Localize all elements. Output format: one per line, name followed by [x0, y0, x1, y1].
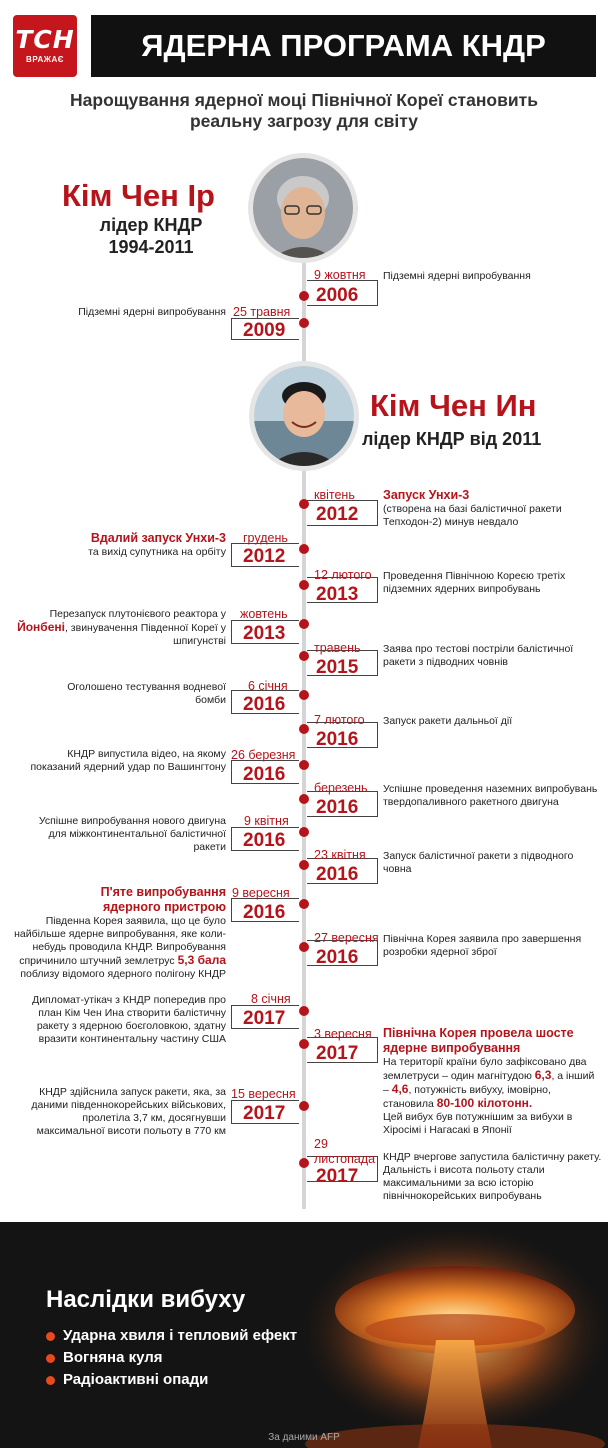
leader2-role: лідер КНДР від 2011 [362, 429, 542, 449]
event-year: 2009 [243, 320, 286, 341]
event-headline: Вдалий запуск Унхи-3 [90, 531, 226, 545]
leader1-role-text: лідер КНДР [99, 215, 203, 235]
timeline-dot [299, 899, 309, 909]
event-year: 2016 [243, 830, 286, 851]
event-text-a: Південна Корея заявила, що це було найбільше ядерне випробування, яке коли-небудь проводила КНДР. Випробування спричинило штучний землетрус [14, 915, 226, 967]
event-date: 6 січня [248, 679, 288, 693]
event-date: 8 січня [251, 992, 291, 1006]
event-date: 23 квітня [314, 848, 366, 862]
event-text: КНДР здійснила запуск ракети, яка, за даними південнокорейських військових, пролетіла 3,7 км, досягнувши максимальної висоти польоту в 770 км [31, 1086, 226, 1137]
tsn-logo [13, 15, 77, 77]
timeline-dot [299, 544, 309, 554]
timeline-dot [299, 690, 309, 700]
consequences-title: Наслідки вибуху [46, 1286, 246, 1313]
event-text: Проведення Північною Кореєю третіх підземних ядерних випробувань [383, 570, 566, 595]
event-text: Успішне проведення наземних випробувань твердопаливного ракетного двигуна [383, 783, 598, 808]
event-year: 2017 [316, 1043, 359, 1064]
event-date: 7 лютого [314, 713, 365, 727]
event-highlight: 6,3 [534, 1068, 552, 1082]
event-date: 12 лютого [314, 568, 372, 582]
leader1-name: Кім Чен Ір [62, 178, 215, 213]
event-text-d: Цей вибух був потужнішим за вибухи в Хіросімі і Нагасакі в Японії [383, 1111, 573, 1136]
bullet-icon [46, 1354, 55, 1363]
event-date: 25 травня [233, 305, 291, 319]
event-desc [40, 531, 226, 559]
event-year: 2017 [316, 1166, 359, 1187]
event-year: 2016 [316, 947, 359, 968]
logo-text: ТСН [15, 25, 75, 54]
list-item [46, 1369, 297, 1391]
event-text: (створена на базі балістичної ракети Тепходон-2) минув невдало [383, 503, 562, 528]
event-year: 2017 [243, 1008, 286, 1029]
event-date: грудень [243, 531, 288, 545]
event-text [383, 1056, 603, 1111]
event-year: 2016 [243, 902, 286, 923]
event-year: 2016 [316, 729, 359, 750]
list-item [46, 1347, 297, 1369]
event-text: Підземні ядерні випробування [383, 270, 531, 282]
event-text-b: , звинувачення Південної Кореї у шпигунстві [64, 622, 226, 647]
list-item-label: Радіоактивні опади [63, 1371, 209, 1388]
timeline-dot [299, 760, 309, 770]
leader2-portrait [249, 361, 359, 471]
event-headline: П'яте випробування ядерного пристрою [100, 885, 226, 914]
event-year: 2013 [243, 623, 286, 644]
event-text-a: На території країни було зафіксовано два землетруси – один магнітудою [383, 1056, 587, 1082]
event-date: 9 жовтня [314, 268, 366, 282]
event-highlight: 80-100 кілотонн. [436, 1096, 533, 1110]
leader2-name: Кім Чен Ин [370, 388, 537, 423]
timeline-dot [299, 619, 309, 629]
event-text-a: Перезапуск плутонієвого реактора у [49, 608, 226, 620]
event-date: 9 вересня [232, 886, 290, 900]
event-text-c: , потужність вибуху, імовірно, становила [383, 1084, 551, 1110]
event-text: КНДР вчергове запустила балістичну ракету. Дальність і висота польоту стали максимальними за всю історію північнокорейських випробувань [383, 1151, 602, 1202]
event-date: квітень [314, 488, 355, 502]
event-year: 2015 [316, 657, 359, 678]
event-year: 2013 [316, 584, 359, 605]
event-year: 2006 [316, 285, 359, 306]
event-text: Підземні ядерні випробування [78, 306, 226, 318]
leader1-years: 1994-2011 [108, 237, 194, 257]
page-title: ЯДЕРНА ПРОГРАМА КНДР [91, 15, 596, 77]
event-text: Північна Корея заявила про завершення розробки ядерної зброї [383, 933, 582, 958]
logo-tagline: ВРАЖАЄ [26, 55, 64, 64]
event-date: 15 вересня [231, 1087, 296, 1101]
event-date: 9 квітня [244, 814, 289, 828]
event-text: та вихід супутника на орбіту [88, 546, 226, 558]
leader2-portrait-illustration [254, 366, 354, 466]
event-date: травень [314, 641, 361, 655]
event-text [4, 608, 226, 648]
timeline-dot [299, 1006, 309, 1016]
event-text: Запуск балістичної ракети з підводного човна [383, 850, 574, 875]
event-year: 2012 [243, 546, 286, 567]
event-date: березень [314, 781, 368, 795]
event-highlight: 5,3 бала [177, 953, 226, 967]
list-item-label: Ударна хвиля і тепловий ефект [63, 1327, 298, 1344]
event-date: 29 листопада [314, 1137, 376, 1166]
leader1-portrait [248, 153, 358, 263]
leader1-role [76, 214, 226, 258]
event-year: 2016 [243, 764, 286, 785]
list-item [46, 1325, 297, 1347]
event-year: 2016 [243, 694, 286, 715]
leader1-portrait-illustration [253, 158, 353, 258]
event-desc [10, 885, 226, 981]
event-text-b: , а інший – [383, 1070, 595, 1096]
event-highlight: 4,6 [391, 1082, 409, 1096]
event-text: Заява про тестові постріли балістичної ракети з підводних човнів [383, 643, 574, 668]
list-item-label: Вогняна куля [63, 1349, 163, 1366]
timeline-dot [299, 827, 309, 837]
event-headline: Запуск Унхи-3 [383, 488, 470, 502]
event-headline: Північна Корея провела шосте ядерне випробування [383, 1026, 574, 1055]
source-note: За даними AFP [268, 1432, 340, 1443]
event-date: 27 вересня [314, 931, 379, 945]
event-date: 26 березня [231, 748, 296, 762]
consequences-list [46, 1325, 297, 1391]
event-text: КНДР випустила відео, на якому показаний ядерний удар по Вашингтону [30, 748, 226, 773]
bullet-icon [46, 1332, 55, 1341]
event-year: 2012 [316, 504, 359, 525]
event-year: 2016 [316, 864, 359, 885]
event-date: жовтень [240, 607, 288, 621]
event-text: Успішне випробування нового двигуна для міжконтинентальної балістичної ракети [38, 815, 226, 853]
event-text-b: поблизу відомого ядерного полігону КНДР [20, 968, 226, 980]
event-text: Дипломат-утікач з КНДР попередив про план Кім Чен Ина створити балістичну ракету з ядерною боєголовкою, здатну вразити континентальну частину США [32, 994, 226, 1045]
event-text [10, 915, 226, 981]
event-year: 2016 [316, 797, 359, 818]
event-desc [383, 488, 598, 529]
bullet-icon [46, 1376, 55, 1385]
event-year: 2017 [243, 1103, 286, 1124]
timeline-dot [299, 318, 309, 328]
event-highlight: Йонбені [17, 620, 65, 634]
event-text: Запуск ракети дальньої дії [383, 715, 513, 727]
timeline-dot [299, 1101, 309, 1111]
event-date: 3 вересня [314, 1027, 372, 1041]
event-text: Оголошено тестування водневої бомби [67, 681, 226, 706]
event-desc [383, 1026, 603, 1137]
page-subtitle: Нарощування ядерної моці Північної Кореї становить реальну загрозу для світу [70, 90, 538, 131]
